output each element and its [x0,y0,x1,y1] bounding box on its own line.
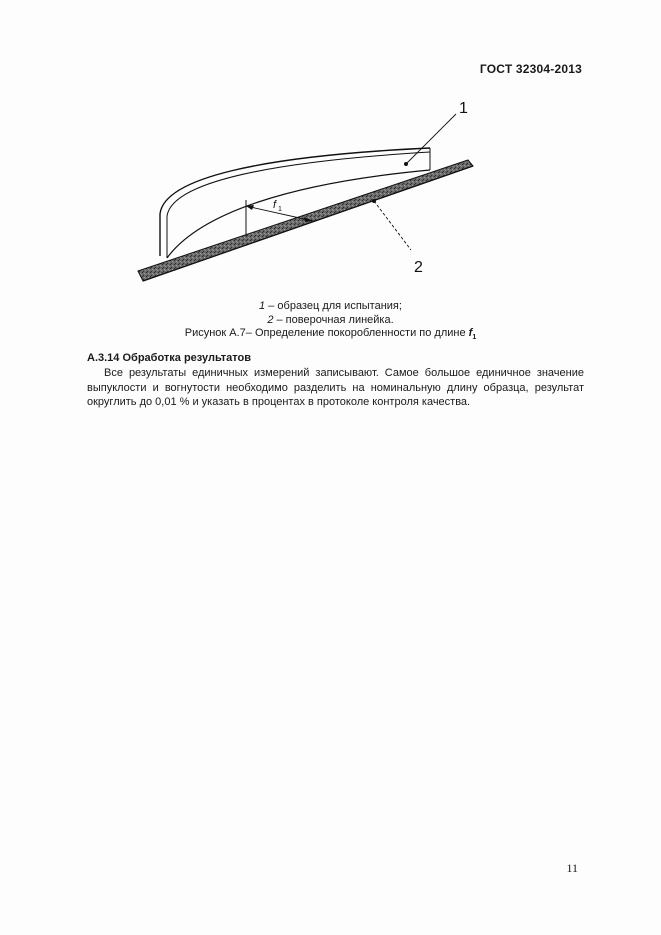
figure-caption [0,327,661,341]
caption-text: Рисунок А.7– Определение покоробленности по длине [184,327,469,339]
sample-lower-edge [167,170,430,258]
figure-warpage-measurement [130,88,490,288]
dimension-subscript: 1 [278,206,282,213]
body-paragraph: Все результаты единичных измерений записывают. Самое большое единичное значение выпуклости и вогнутости необходимо разделить на номинальную длину образца, результат округлить до 0,01 % и указать в процентах в протоколе контроля качества. [87,367,584,408]
document-code: ГОСТ 32304-2013 [479,62,582,76]
legend-item-ruler: 2 – поверочная линейка. [267,314,394,326]
sample-inner-edge [167,152,430,258]
page-number: 11 [566,861,578,875]
sample-outer-edge [160,148,430,256]
callout-1: 1 [459,100,468,117]
legend-item-sample: 1 – образец для испытания; [259,300,402,312]
callout-2: 2 [414,259,423,276]
caption-symbol: $f_1$ [468,327,477,342]
section-body [87,366,584,410]
figure-legend [0,299,661,327]
bent-sample-drawing-icon [130,88,490,288]
dimension-symbol: f [273,199,277,211]
section-heading: А.3.14 Обработка результатов [87,352,251,364]
